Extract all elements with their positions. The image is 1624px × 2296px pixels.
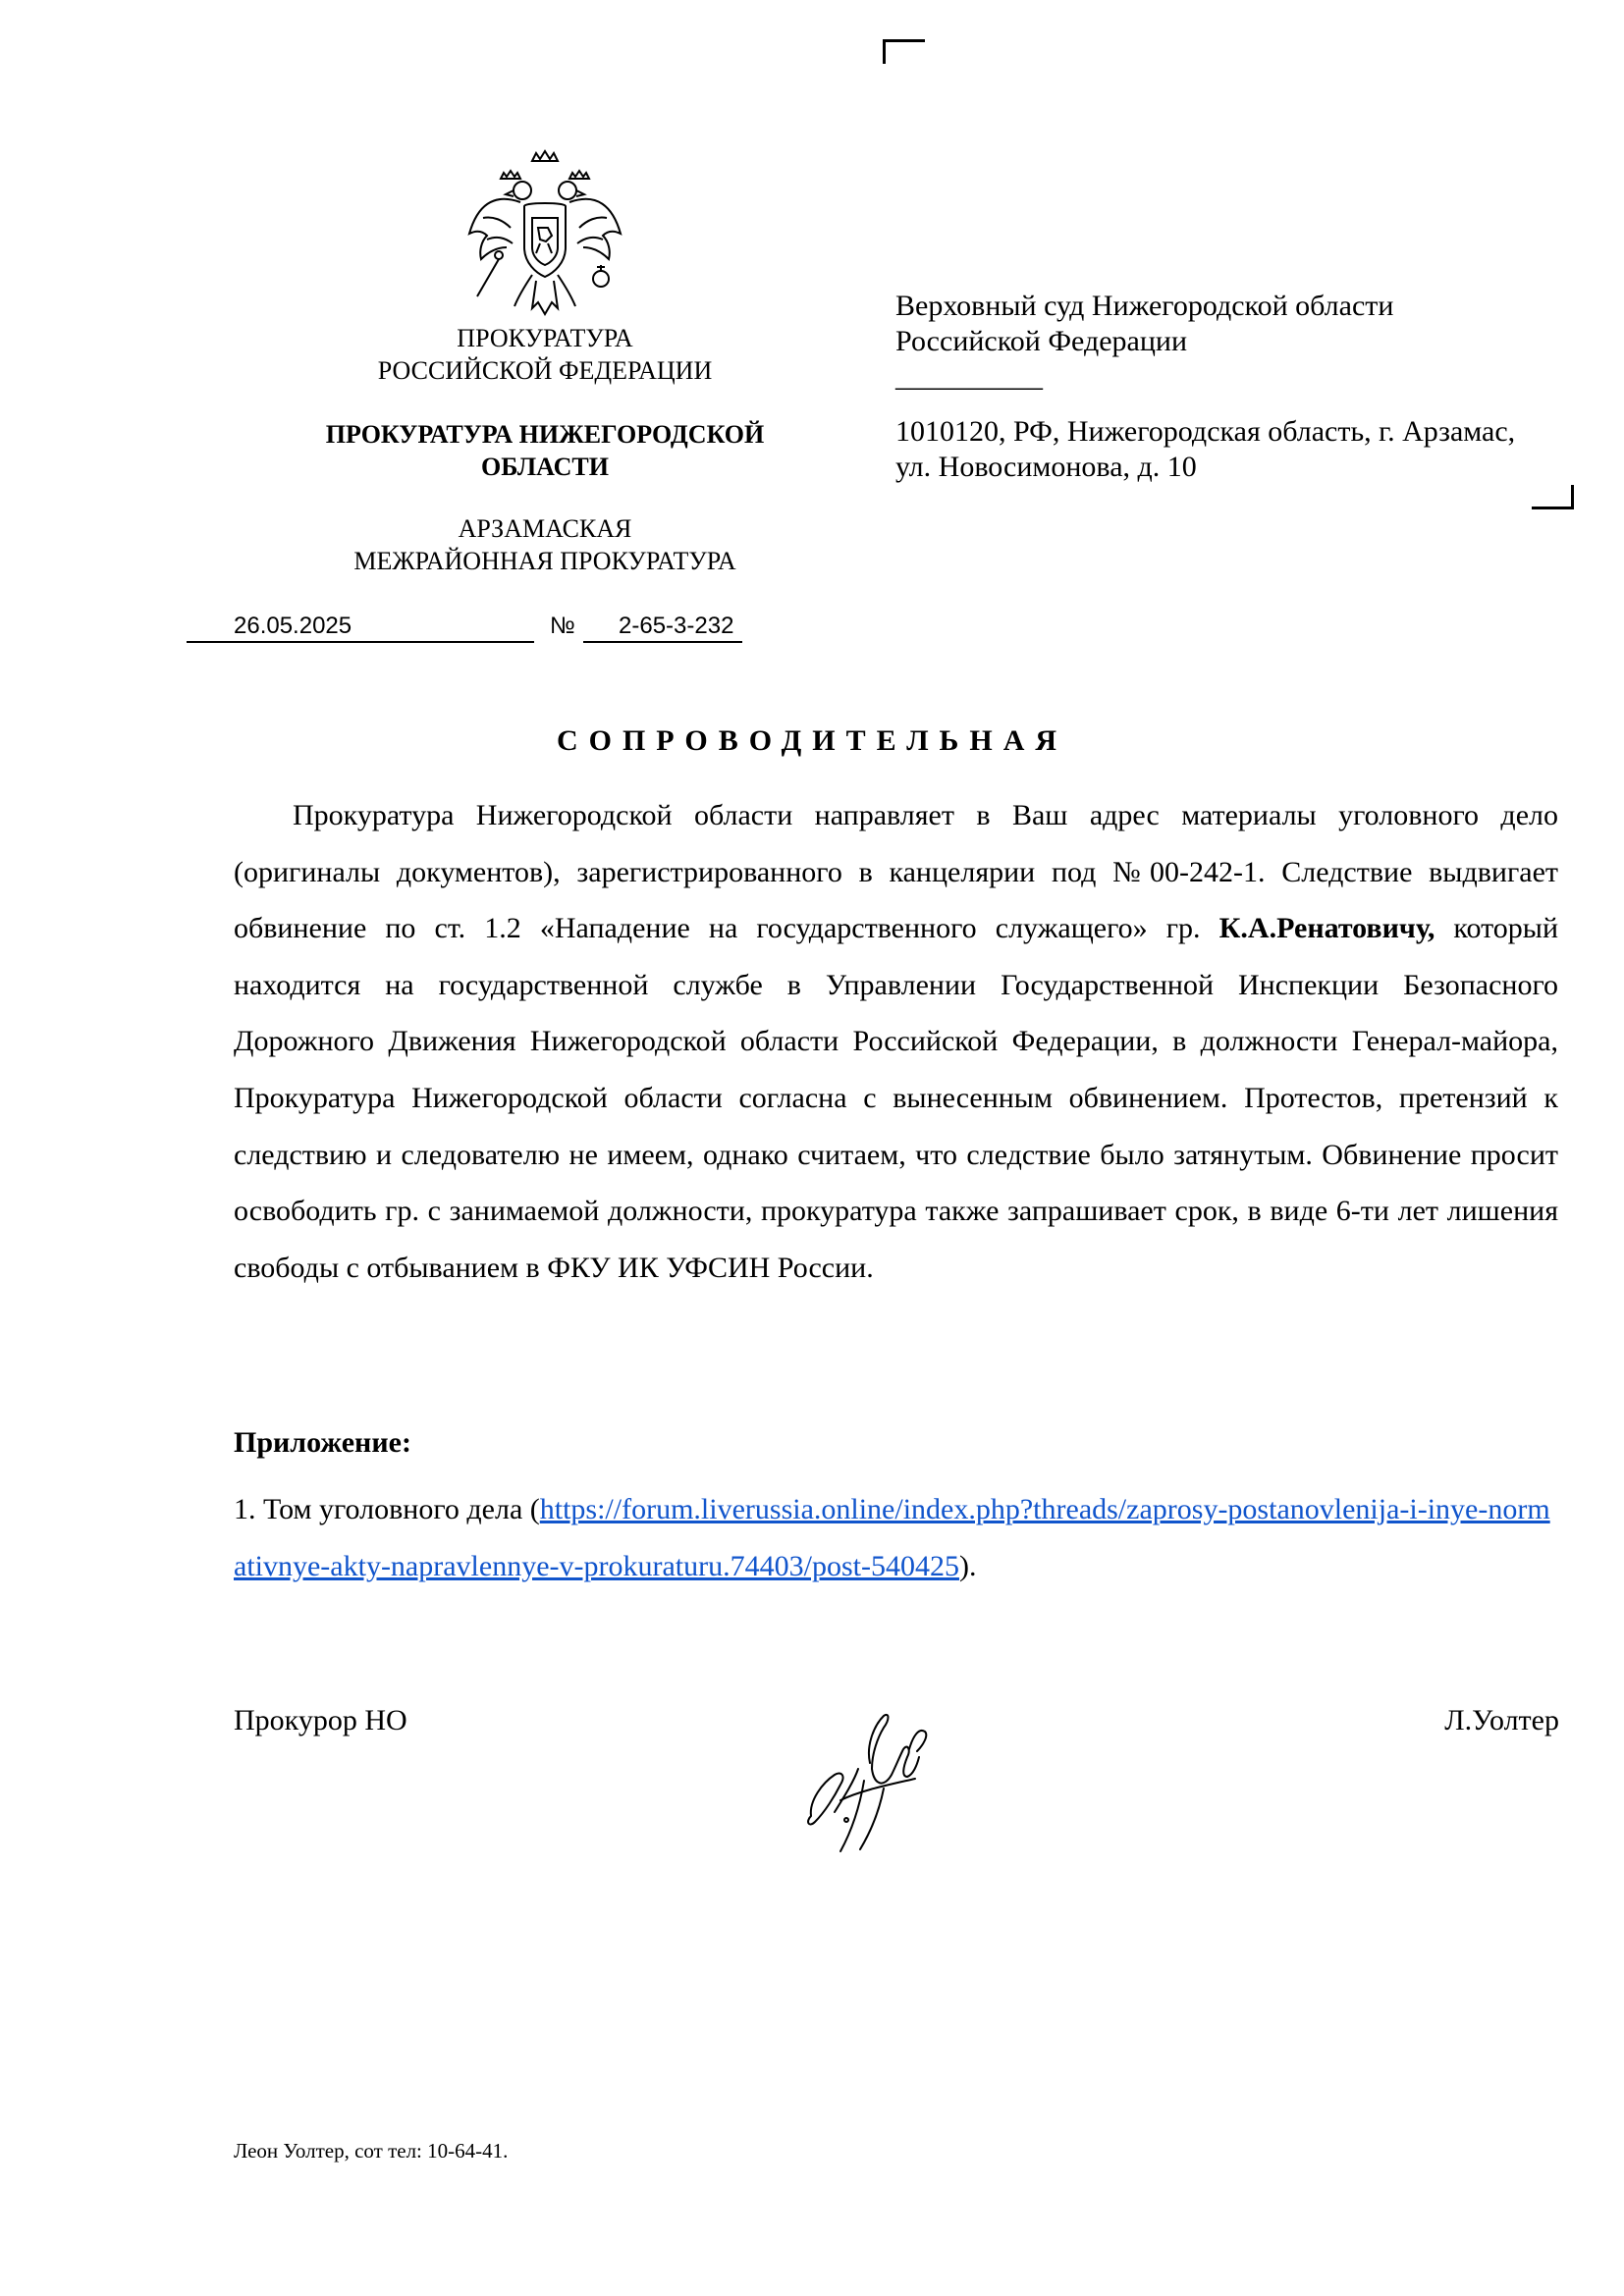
addressee-address-2: ул. Новосимонова, д. 10: [895, 451, 1197, 483]
attachment-suffix: ).: [958, 1549, 977, 1582]
signer-name: Л.Уолтер: [1444, 1704, 1559, 1736]
attachment-link[interactable]: https://forum.liverussia.online/index.php?threads/zaprosy-postanovlenija-i-inye-normativnye-akty-napravlennye-v-prokuraturu.74403/post-540425: [234, 1493, 1550, 1582]
address-corner-mark-bottom-right: [1532, 485, 1574, 509]
handwritten-signature: [801, 1706, 933, 1857]
addressee-block: [895, 289, 1563, 485]
coat-of-arms-icon: [463, 149, 626, 318]
region-line-1: ПРОКУРАТУРА НИЖЕГОРОДСКОЙ: [325, 420, 765, 449]
office-name-block: [285, 512, 805, 577]
region-line-2: ОБЛАСТИ: [481, 453, 609, 481]
addressee-line-3: __________: [895, 360, 1043, 393]
body-text: [234, 787, 1558, 1296]
office-line-1: АРЗАМАСКАЯ: [458, 514, 632, 543]
attachment-prefix: 1. Том уголовного дела (: [234, 1493, 540, 1525]
address-corner-mark-top-left: [883, 39, 925, 64]
attachment-heading: Приложение:: [234, 1426, 411, 1459]
signer-role: Прокурор НО: [234, 1704, 407, 1736]
body-part-2: который находится на государственной службе в Управлении Государственной Инспекции Безопасного Дорожного Движения Нижегородской области Российской Федерации, в должности Генерал-майора, Прокуратура Нижегородской области согласна с вынесенным обвинением. Протестов, претензий к следствию и следователю не имеем, однако считаем, что следствие было затянутым. Обвинение просит освободить гр. с занимаемой должности, прокуратура также запрашивает срок, в виде 6-ти лет лишения свободы с отбыванием в ФКУ ИК УФСИН России.: [234, 912, 1558, 1284]
document-number: 2-65-3-232: [583, 612, 742, 643]
accused-name: К.А.Ренатовичу,: [1218, 912, 1435, 945]
attachment-item: [234, 1481, 1558, 1594]
body-paragraph: [234, 787, 1558, 1296]
addressee-line-2: Российской Федерации: [895, 325, 1188, 357]
document-date: 26.05.2025: [187, 612, 534, 643]
addressee-address-1: 1010120, РФ, Нижегородская область, г. Арзамас,: [895, 415, 1516, 448]
region-name-block: [285, 418, 805, 483]
document-title: СОПРОВОДИТЕЛЬНАЯ: [556, 724, 1068, 757]
footer-contact: Леон Уолтер, сот тел: 10-64-41.: [234, 2139, 509, 2163]
office-line-2: МЕЖРАЙОННАЯ ПРОКУРАТУРА: [353, 547, 736, 575]
document-number-label: №: [550, 613, 575, 639]
org-name-block: [324, 322, 766, 387]
addressee-line-1: Верховный суд Нижегородской области: [895, 290, 1394, 322]
org-line-2: РОССИЙСКОЙ ФЕДЕРАЦИИ: [377, 356, 713, 385]
org-line-1: ПРОКУРАТУРА: [457, 324, 633, 352]
body-part-1: Прокуратура Нижегородской области направляет в Ваш адрес материалы уголовного дело (оригиналы документов), зарегистрированного в канцелярии под №00-242-1. Следствие выдвигает обвинение по ст. 1.2 «Нападение на государственного служащего» гр.: [234, 799, 1558, 945]
